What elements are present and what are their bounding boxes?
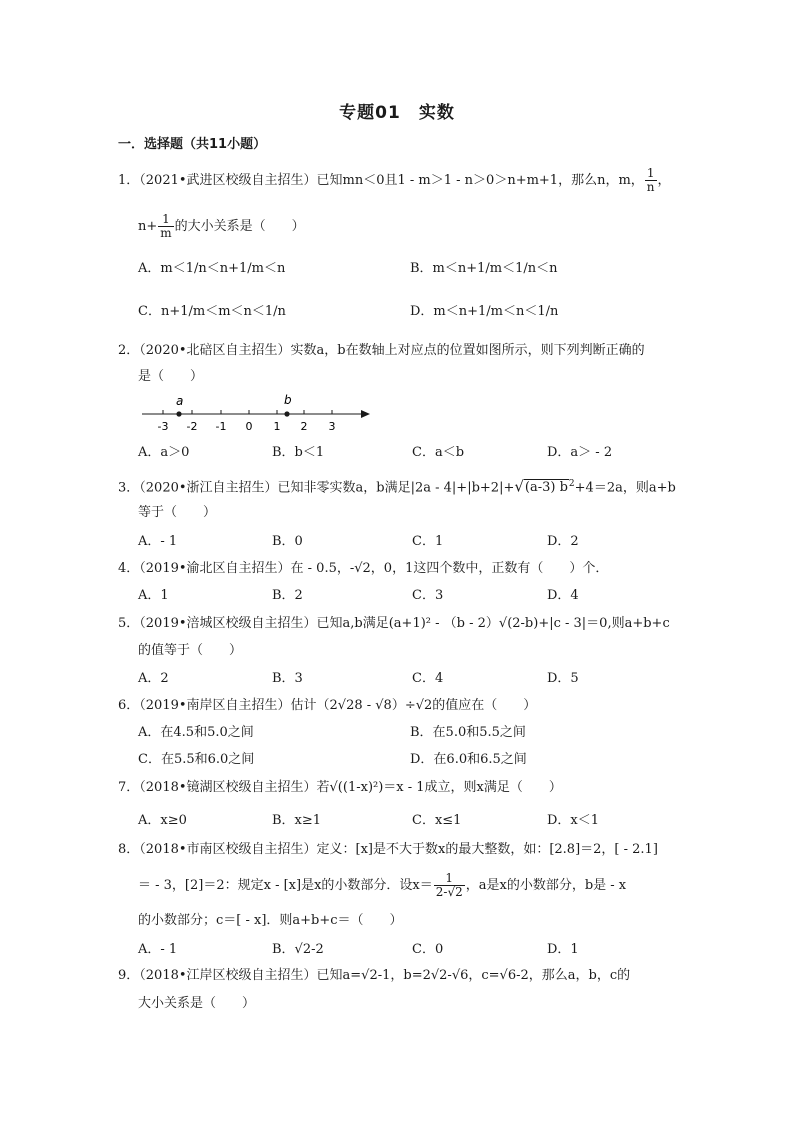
axis-label-3: 0 [245, 420, 253, 433]
q1-option-a[interactable]: A．m＜1/n＜n+1/m＜n [138, 261, 286, 276]
question-4: 4．（2019•渝北区自主招生）在 - 0.5，-√2，0，1这四个数中，正数有（ ）个． [118, 561, 609, 576]
q4-option-c[interactable]: C．3 [412, 588, 444, 603]
question-2: 2．（2020•北碚区自主招生）实数a，b在数轴上对应点的位置如图所示，则下列判断正确的 [118, 343, 645, 358]
question-9: 9．（2018•江岸区校级自主招生）已知a=√2-1，b=2√2-√6，c=√6-2，那么a，b，c的 [118, 968, 631, 983]
q8-option-b[interactable]: B．√2-2 [272, 942, 324, 957]
q5-option-c[interactable]: C．4 [412, 671, 444, 686]
q1-fraction-2: $\frac{1}{m}$ [160, 212, 172, 240]
axis-label-6: 3 [328, 420, 336, 433]
question-3: 3．（2020•浙江自主招生）已知非零实数a，b满足|2a - 4|+|b+2|+√(a-3) $b^2+4=2a$，则a+b [118, 477, 676, 496]
question-1-line2: n+ $\frac{1}{m}$ 的大小关系是（ ） [138, 212, 305, 240]
question-2-line2: 是（ ） [138, 369, 204, 384]
axis-label-5: 2 [300, 420, 308, 433]
q4-option-b[interactable]: B．2 [272, 588, 303, 603]
q8-option-a[interactable]: A．- 1 [138, 942, 178, 957]
q3-option-a[interactable]: A．- 1 [138, 534, 178, 549]
question-9-line2: 大小关系是（ ） [138, 996, 256, 1011]
q1-fraction: $\frac{1}{n}$ [646, 166, 655, 194]
question-7: 7．（2018•镜湖区校级自主招生）若√((1-x)²)＝x - 1成立，则x满足（ ） [118, 780, 562, 795]
q4-option-a[interactable]: A．1 [138, 588, 169, 603]
q6-option-a[interactable]: A．在4.5和5.0之间 [138, 725, 254, 740]
q8-fraction: $\frac{1}{2-√2}$ [435, 871, 463, 899]
q6-option-d[interactable]: D．在6.0和6.5之间 [410, 752, 527, 767]
q2-option-d[interactable]: D．a＞ - 2 [547, 445, 613, 460]
question-5-line2: 的值等于（ ） [138, 643, 243, 658]
question-8-line2: ＝ - 3，[2]＝2：规定x - [x]是x的小数部分．设x＝ $\frac{1}{2-√2}$ ，a是x的小数部分，b是 - x [138, 871, 627, 899]
axis-label-0: -3 [157, 420, 169, 433]
q1-option-b[interactable]: B．m＜n+1/m＜1/n＜n [410, 261, 558, 276]
axis-label-4: 1 [273, 420, 281, 433]
q5-option-b[interactable]: B．3 [272, 671, 303, 686]
point-b-label: b [284, 393, 292, 407]
question-5: 5．（2019•涪城区校级自主招生）已知a,b满足(a+1)² - （b - 2）√(2-b)+|c - 3|＝0,则a+b+c [118, 616, 670, 631]
q7-option-a[interactable]: A．x≥0 [138, 813, 187, 828]
question-6: 6．（2019•南岸区自主招生）估计（2√28 - √8）÷√2的值应在（ ） [118, 698, 537, 713]
point-a-label: a [176, 394, 184, 408]
section-heading: 一．选择题（共11小题） [118, 137, 267, 152]
question-1: 1．（2021•武进区校级自主招生）已知mn＜0且1 - m＞1 - n＞0＞n+m+1，那么n，m， $\frac{1}{n}$ ， [118, 166, 671, 194]
q5-option-a[interactable]: A．2 [138, 671, 169, 686]
question-8: 8．（2018•市南区校级自主招生）定义：[x]是不大于数x的最大整数，如：[2.8]＝2，[ - 2.1] [118, 842, 658, 857]
q3-option-d[interactable]: D．2 [547, 534, 579, 549]
q1-option-c[interactable]: C．n+1/m＜m＜n＜1/n [138, 304, 286, 319]
axis-label-2: -1 [215, 420, 227, 433]
q3-option-b[interactable]: B．0 [272, 534, 303, 549]
q7-option-b[interactable]: B．x≥1 [272, 813, 322, 828]
q1-text: 1．（2021•武进区校级自主招生）已知mn＜0且1 - m＞1 - n＞0＞n+m+1，那么n，m， [118, 173, 644, 188]
q7-option-c[interactable]: C．x≤1 [412, 813, 462, 828]
q2-option-a[interactable]: A．a＞0 [138, 445, 190, 460]
q6-option-b[interactable]: B．在5.0和5.5之间 [410, 725, 526, 740]
q3-radical: (a-3) b [524, 480, 568, 496]
question-8-line3: 的小数部分；c＝[ - x]．则a+b+c＝（ ） [138, 913, 403, 928]
point-a-marker [176, 411, 181, 416]
question-3-line2: 等于（ ） [138, 505, 217, 520]
q7-option-d[interactable]: D．x＜1 [547, 813, 600, 828]
q4-option-d[interactable]: D．4 [547, 588, 579, 603]
q6-option-c[interactable]: C．在5.5和6.0之间 [138, 752, 255, 767]
q8-option-d[interactable]: D．1 [547, 942, 579, 957]
q3-option-c[interactable]: C．1 [412, 534, 444, 549]
q2-option-c[interactable]: C．a＜b [412, 445, 465, 460]
axis-label-1: -2 [186, 420, 198, 433]
point-b-marker [284, 411, 289, 416]
q5-option-d[interactable]: D．5 [547, 671, 579, 686]
q8-option-c[interactable]: C．0 [412, 942, 444, 957]
number-line-figure [138, 392, 378, 434]
q1-option-d[interactable]: D．m＜n+1/m＜n＜1/n [410, 304, 559, 319]
q2-option-b[interactable]: B．b＜1 [272, 445, 325, 460]
page-title: 专题01 实数 [339, 103, 455, 123]
